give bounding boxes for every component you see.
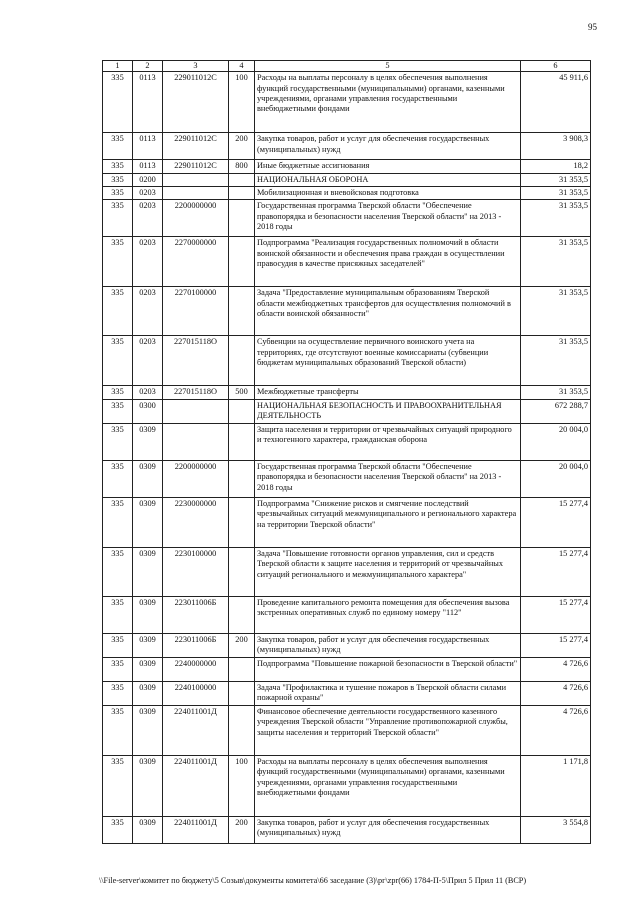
amount-cell: 45 911,6 bbox=[521, 72, 591, 133]
target-code-cell: 2200000000 bbox=[163, 460, 229, 497]
target-code-cell: 229011012С bbox=[163, 160, 229, 173]
target-code-cell: 223011006Б bbox=[163, 633, 229, 657]
section-code-cell: 0203 bbox=[133, 336, 163, 386]
section-code-cell: 0203 bbox=[133, 386, 163, 399]
table-row bbox=[103, 336, 591, 386]
expense-type-cell bbox=[229, 200, 255, 237]
target-code-cell: 224011001Д bbox=[163, 755, 229, 816]
section-code-cell: 0309 bbox=[133, 816, 163, 843]
target-code-cell: 2230100000 bbox=[163, 547, 229, 596]
expense-type-cell bbox=[229, 497, 255, 547]
column-header: 1 bbox=[103, 61, 133, 72]
amount-cell: 15 277,4 bbox=[521, 497, 591, 547]
admin-code-cell: 335 bbox=[103, 816, 133, 843]
target-code-cell: 2240100000 bbox=[163, 681, 229, 705]
amount-cell: 31 353,5 bbox=[521, 173, 591, 186]
item-name-cell: Государственная программа Тверской области "Обеспечение правопорядка и безопасности населения Тверской области" на 2013 - 2018 годы bbox=[255, 460, 521, 497]
footer-file-path: \\File-server\комитет по бюджету\5 Созыв\документы комитета\66 заседание (3)\рг\zpr(66) 1784-П-5\Прил 5 Прил 11 (ВСР) bbox=[99, 876, 527, 885]
page-number: 95 bbox=[588, 22, 597, 32]
section-code-cell: 0203 bbox=[133, 200, 163, 237]
table-header-row bbox=[103, 61, 591, 72]
expense-type-cell bbox=[229, 173, 255, 186]
table-row bbox=[103, 755, 591, 816]
section-code-cell: 0309 bbox=[133, 705, 163, 755]
table-row bbox=[103, 497, 591, 547]
amount-cell: 4 726,6 bbox=[521, 681, 591, 705]
amount-cell: 20 004,0 bbox=[521, 460, 591, 497]
table-row bbox=[103, 657, 591, 681]
target-code-cell: 224011001Д bbox=[163, 816, 229, 843]
admin-code-cell: 335 bbox=[103, 72, 133, 133]
amount-cell: 18,2 bbox=[521, 160, 591, 173]
expense-type-cell bbox=[229, 657, 255, 681]
amount-cell: 31 353,5 bbox=[521, 237, 591, 287]
expense-type-cell bbox=[229, 705, 255, 755]
amount-cell: 4 726,6 bbox=[521, 657, 591, 681]
target-code-cell bbox=[163, 399, 229, 423]
item-name-cell: Мобилизационная и вневойсковая подготовка bbox=[255, 187, 521, 200]
item-name-cell: Иные бюджетные ассигнования bbox=[255, 160, 521, 173]
item-name-cell: Подпрограмма "Повышение пожарной безопасности в Тверской области" bbox=[255, 657, 521, 681]
amount-cell: 4 726,6 bbox=[521, 705, 591, 755]
target-code-cell bbox=[163, 173, 229, 186]
target-code-cell: 2230000000 bbox=[163, 497, 229, 547]
table-row bbox=[103, 72, 591, 133]
target-code-cell: 229011012С bbox=[163, 133, 229, 160]
item-name-cell: Закупка товаров, работ и услуг для обеспечения государственных (муниципальных) нужд bbox=[255, 816, 521, 843]
admin-code-cell: 335 bbox=[103, 237, 133, 287]
item-name-cell: Задача "Предоставление муниципальным образованиям Тверской области межбюджетных трансфертов для осуществления полномочий в области воинской обязанности" bbox=[255, 287, 521, 336]
amount-cell: 15 277,4 bbox=[521, 547, 591, 596]
target-code-cell: 2270100000 bbox=[163, 287, 229, 336]
expense-type-cell: 500 bbox=[229, 386, 255, 399]
item-name-cell: Закупка товаров, работ и услуг для обеспечения государственных (муниципальных) нужд bbox=[255, 633, 521, 657]
table-row bbox=[103, 633, 591, 657]
table-row bbox=[103, 200, 591, 237]
section-code-cell: 0309 bbox=[133, 497, 163, 547]
table-row bbox=[103, 173, 591, 186]
item-name-cell: НАЦИОНАЛЬНАЯ ОБОРОНА bbox=[255, 173, 521, 186]
target-code-cell: 2240000000 bbox=[163, 657, 229, 681]
column-header: 5 bbox=[255, 61, 521, 72]
admin-code-cell: 335 bbox=[103, 336, 133, 386]
expense-type-cell bbox=[229, 237, 255, 287]
budget-table bbox=[102, 60, 591, 844]
item-name-cell: Проведение капитального ремонта помещения для обеспечения вызова экстренных оперативных служб по единому номеру "112" bbox=[255, 596, 521, 633]
expense-type-cell bbox=[229, 336, 255, 386]
section-code-cell: 0300 bbox=[133, 399, 163, 423]
table-row bbox=[103, 133, 591, 160]
item-name-cell: Задача "Повышение готовности органов управления, сил и средств Тверской области к защите населения и территорий от чрезвычайных ситуаций регионального и межмуниципального характера" bbox=[255, 547, 521, 596]
amount-cell: 3 908,3 bbox=[521, 133, 591, 160]
section-code-cell: 0113 bbox=[133, 160, 163, 173]
table-row bbox=[103, 596, 591, 633]
table-row bbox=[103, 287, 591, 336]
item-name-cell: Задача "Профилактика и тушение пожаров в Тверской области силами пожарной охраны" bbox=[255, 681, 521, 705]
section-code-cell: 0203 bbox=[133, 187, 163, 200]
table-row bbox=[103, 160, 591, 173]
admin-code-cell: 335 bbox=[103, 133, 133, 160]
amount-cell: 3 554,8 bbox=[521, 816, 591, 843]
admin-code-cell: 335 bbox=[103, 657, 133, 681]
admin-code-cell: 335 bbox=[103, 596, 133, 633]
item-name-cell: Закупка товаров, работ и услуг для обеспечения государственных (муниципальных) нужд bbox=[255, 133, 521, 160]
expense-type-cell: 200 bbox=[229, 633, 255, 657]
section-code-cell: 0309 bbox=[133, 681, 163, 705]
item-name-cell: Расходы на выплаты персоналу в целях обеспечения выполнения функций государственными (муниципальными) органами, казенными учреждениями, органами управления государственными внебюджетными фондами bbox=[255, 755, 521, 816]
target-code-cell bbox=[163, 187, 229, 200]
expense-type-cell: 100 bbox=[229, 72, 255, 133]
section-code-cell: 0113 bbox=[133, 72, 163, 133]
amount-cell: 31 353,5 bbox=[521, 336, 591, 386]
amount-cell: 672 288,7 bbox=[521, 399, 591, 423]
table-row bbox=[103, 237, 591, 287]
admin-code-cell: 335 bbox=[103, 287, 133, 336]
admin-code-cell: 335 bbox=[103, 633, 133, 657]
target-code-cell: 227015118О bbox=[163, 386, 229, 399]
item-name-cell: Субвенции на осуществление первичного воинского учета на территориях, где отсутствуют военные комиссариаты (субвенции бюджетам муниципальных образований Тверской области) bbox=[255, 336, 521, 386]
item-name-cell: НАЦИОНАЛЬНАЯ БЕЗОПАСНОСТЬ И ПРАВООХРАНИТЕЛЬНАЯ ДЕЯТЕЛЬНОСТЬ bbox=[255, 399, 521, 423]
target-code-cell: 227015118О bbox=[163, 336, 229, 386]
table-row bbox=[103, 187, 591, 200]
amount-cell: 1 171,8 bbox=[521, 755, 591, 816]
admin-code-cell: 335 bbox=[103, 173, 133, 186]
amount-cell: 31 353,5 bbox=[521, 187, 591, 200]
expense-type-cell: 800 bbox=[229, 160, 255, 173]
expense-type-cell bbox=[229, 547, 255, 596]
expense-type-cell: 100 bbox=[229, 755, 255, 816]
section-code-cell: 0203 bbox=[133, 287, 163, 336]
target-code-cell: 223011006Б bbox=[163, 596, 229, 633]
expense-type-cell: 200 bbox=[229, 133, 255, 160]
column-header: 6 bbox=[521, 61, 591, 72]
amount-cell: 15 277,4 bbox=[521, 633, 591, 657]
amount-cell: 31 353,5 bbox=[521, 287, 591, 336]
item-name-cell: Защита населения и территории от чрезвычайных ситуаций природного и техногенного характера, гражданская оборона bbox=[255, 423, 521, 460]
admin-code-cell: 335 bbox=[103, 200, 133, 237]
admin-code-cell: 335 bbox=[103, 399, 133, 423]
admin-code-cell: 335 bbox=[103, 681, 133, 705]
target-code-cell: 224011001Д bbox=[163, 705, 229, 755]
item-name-cell: Подпрограмма "Реализация государственных полномочий в области воинской обязанности и обеспечения права граждан в осуществлении правосудия в качестве присяжных заседателей" bbox=[255, 237, 521, 287]
table-row bbox=[103, 386, 591, 399]
column-header: 4 bbox=[229, 61, 255, 72]
admin-code-cell: 335 bbox=[103, 187, 133, 200]
amount-cell: 31 353,5 bbox=[521, 200, 591, 237]
table-row bbox=[103, 816, 591, 843]
amount-cell: 31 353,5 bbox=[521, 386, 591, 399]
section-code-cell: 0309 bbox=[133, 547, 163, 596]
column-header: 3 bbox=[163, 61, 229, 72]
expense-type-cell bbox=[229, 596, 255, 633]
table-row bbox=[103, 705, 591, 755]
admin-code-cell: 335 bbox=[103, 160, 133, 173]
admin-code-cell: 335 bbox=[103, 423, 133, 460]
expense-type-cell bbox=[229, 681, 255, 705]
target-code-cell: 2200000000 bbox=[163, 200, 229, 237]
expense-type-cell bbox=[229, 423, 255, 460]
admin-code-cell: 335 bbox=[103, 755, 133, 816]
target-code-cell: 2270000000 bbox=[163, 237, 229, 287]
section-code-cell: 0309 bbox=[133, 596, 163, 633]
expense-type-cell: 200 bbox=[229, 816, 255, 843]
item-name-cell: Финансовое обеспечение деятельности государственного казенного учреждения Тверской области "Управление противопожарной службы, защиты населения и территорий Тверской области" bbox=[255, 705, 521, 755]
table-row bbox=[103, 399, 591, 423]
section-code-cell: 0309 bbox=[133, 633, 163, 657]
item-name-cell: Межбюджетные трансферты bbox=[255, 386, 521, 399]
table-row bbox=[103, 681, 591, 705]
admin-code-cell: 335 bbox=[103, 460, 133, 497]
admin-code-cell: 335 bbox=[103, 547, 133, 596]
section-code-cell: 0309 bbox=[133, 755, 163, 816]
target-code-cell bbox=[163, 423, 229, 460]
expense-type-cell bbox=[229, 187, 255, 200]
amount-cell: 20 004,0 bbox=[521, 423, 591, 460]
expense-type-cell bbox=[229, 460, 255, 497]
admin-code-cell: 335 bbox=[103, 497, 133, 547]
target-code-cell: 229011012С bbox=[163, 72, 229, 133]
item-name-cell: Государственная программа Тверской области "Обеспечение правопорядка и безопасности населения Тверской области" на 2013 - 2018 годы bbox=[255, 200, 521, 237]
table-row bbox=[103, 547, 591, 596]
expense-type-cell bbox=[229, 399, 255, 423]
table-row bbox=[103, 423, 591, 460]
table-row bbox=[103, 460, 591, 497]
admin-code-cell: 335 bbox=[103, 705, 133, 755]
section-code-cell: 0309 bbox=[133, 657, 163, 681]
section-code-cell: 0309 bbox=[133, 460, 163, 497]
section-code-cell: 0309 bbox=[133, 423, 163, 460]
amount-cell: 15 277,4 bbox=[521, 596, 591, 633]
item-name-cell: Подпрограмма "Снижение рисков и смягчение последствий чрезвычайных ситуаций межмуниципального и регионального характера на территории Тверской области" bbox=[255, 497, 521, 547]
column-header: 2 bbox=[133, 61, 163, 72]
expense-type-cell bbox=[229, 287, 255, 336]
admin-code-cell: 335 bbox=[103, 386, 133, 399]
item-name-cell: Расходы на выплаты персоналу в целях обеспечения выполнения функций государственными (муниципальными) органами, казенными учреждениями, органами управления государственными внебюджетными фондами bbox=[255, 72, 521, 133]
section-code-cell: 0203 bbox=[133, 237, 163, 287]
section-code-cell: 0113 bbox=[133, 133, 163, 160]
section-code-cell: 0200 bbox=[133, 173, 163, 186]
